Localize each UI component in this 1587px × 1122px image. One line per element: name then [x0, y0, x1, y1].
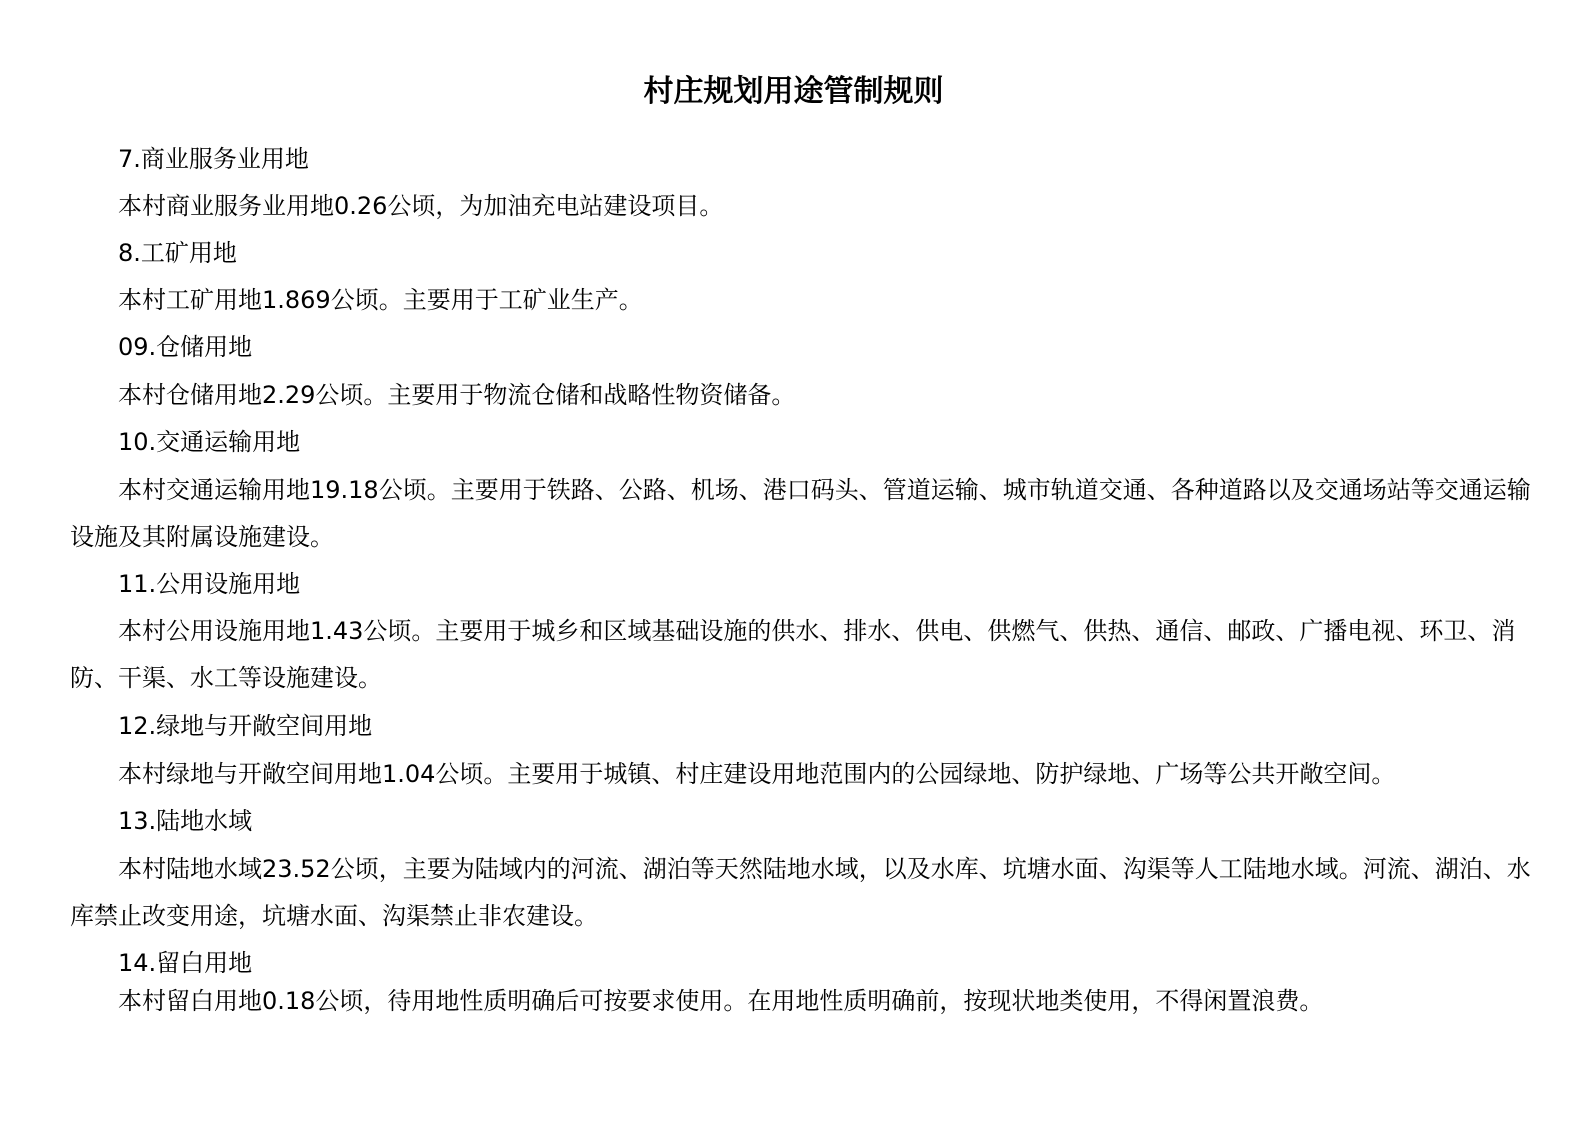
section-heading-10: 10.交通运输用地 — [118, 428, 301, 456]
section-body-14: 本村留白用地0.18公顷，待用地性质明确后可按要求使用。在用地性质明确前，按现状地类使用，不得闲置浪费。 — [118, 987, 1324, 1015]
section-body-9: 本村仓储用地2.29公顷。主要用于物流仓储和战略性物资储备。 — [118, 381, 796, 409]
section-body-13: 本村陆地水域23.52公顷，主要为陆域内的河流、湖泊等天然陆地水域，以及水库、坑塘水面、沟渠等人工陆地水域。河流、湖泊、水库禁止改变用途，坑塘水面、沟渠禁止非农建设。 — [70, 855, 1531, 930]
section-heading-13: 13.陆地水域 — [118, 807, 253, 835]
section-body-8: 本村工矿用地1.869公顷。主要用于工矿业生产。 — [118, 286, 643, 314]
section-heading-8: 8.工矿用地 — [118, 239, 237, 267]
section-body-10: 本村交通运输用地19.18公顷。主要用于铁路、公路、机场、港口码头、管道运输、城市轨道交通、各种道路以及交通场站等交通运输设施及其附属设施建设。 — [70, 476, 1531, 551]
section-heading-12: 12.绿地与开敞空间用地 — [118, 712, 373, 740]
section-body-11: 本村公用设施用地1.43公顷。主要用于城乡和区域基础设施的供水、排水、供电、供燃气、供热、通信、邮政、广播电视、环卫、消防、干渠、水工等设施建设。 — [70, 617, 1516, 692]
section-body-7: 本村商业服务业用地0.26公顷，为加油充电站建设项目。 — [118, 192, 724, 220]
section-heading-11: 11.公用设施用地 — [118, 570, 301, 598]
section-heading-14: 14.留白用地 — [118, 949, 253, 977]
section-body-12: 本村绿地与开敞空间用地1.04公顷。主要用于城镇、村庄建设用地范围内的公园绿地、防护绿地、广场等公共开敞空间。 — [118, 760, 1396, 788]
section-heading-9: 09.仓储用地 — [118, 333, 253, 361]
section-heading-7: 7.商业服务业用地 — [118, 145, 309, 173]
page-title: 村庄规划用途管制规则 — [643, 74, 944, 109]
